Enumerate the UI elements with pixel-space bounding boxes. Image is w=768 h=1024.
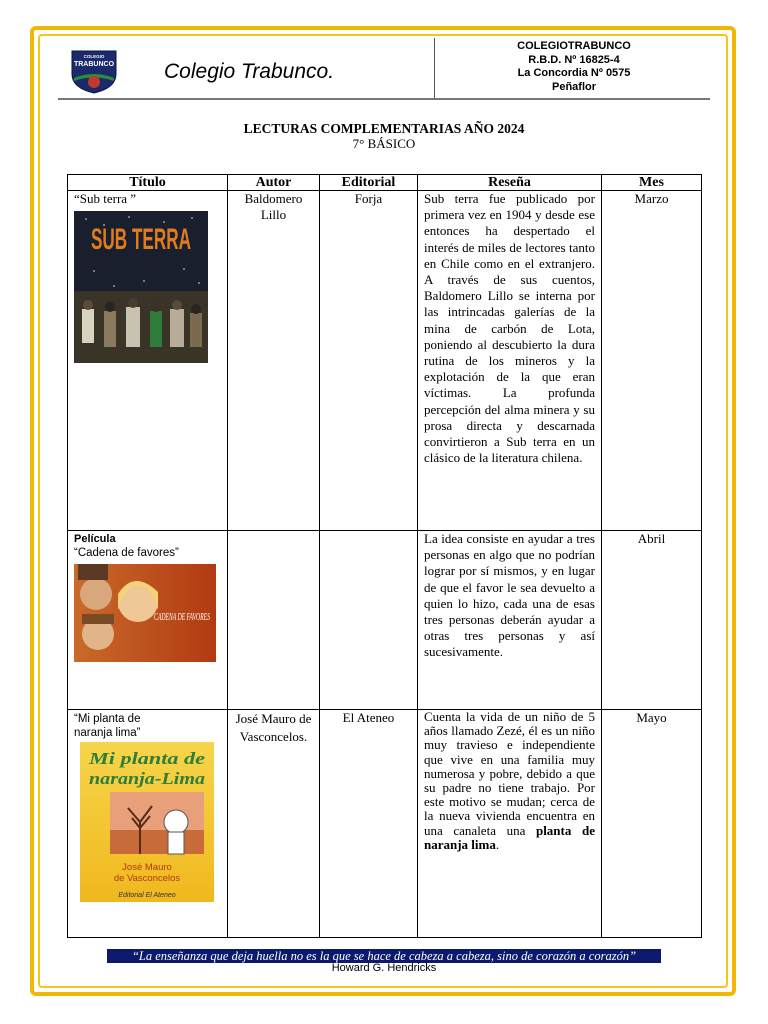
header-rule	[58, 98, 710, 100]
column-header-month: Mes	[602, 175, 702, 191]
table-row	[68, 191, 702, 531]
cover-title-text: SUB TERRA	[91, 223, 191, 257]
movie-title: “Cadena de favores”	[74, 547, 179, 559]
readings-table	[67, 174, 702, 938]
cell-title	[68, 531, 228, 710]
movie-poster-cadena-de-favores	[74, 564, 216, 662]
school-info	[436, 40, 712, 94]
school-name: Colegio Trabunco.	[164, 60, 335, 83]
cover-author-line2: de Vasconcelos	[113, 873, 181, 884]
book-cover-sub-terra	[74, 211, 208, 363]
letterhead	[58, 38, 710, 100]
table-row	[68, 531, 702, 710]
cell-author: Baldomero Lillo	[228, 191, 320, 531]
cell-month: Abril	[602, 531, 702, 710]
column-header-title: Título	[68, 175, 228, 191]
poster-title-text: CADENA DE FAVORES	[154, 611, 211, 623]
table-row	[68, 710, 702, 938]
footer-quote-author: Howard G. Hendricks	[331, 962, 437, 974]
column-header-author: Autor	[228, 175, 320, 191]
cell-review	[418, 710, 602, 938]
cover-publisher-text: Editorial El Ateneo	[118, 892, 176, 899]
document-subtitle: 7° BÁSICO	[352, 136, 416, 151]
document-title: LECTURAS COMPLEMENTARIAS AÑO 2024	[243, 121, 525, 136]
school-info-line: COLEGIOTRABUNCO	[517, 40, 631, 52]
table-header-row	[68, 175, 702, 191]
column-header-publisher: Editorial	[320, 175, 418, 191]
column-header-review: Reseña	[418, 175, 602, 191]
cell-author	[228, 710, 320, 938]
cell-review: La idea consiste en ayudar a tres personas en algo que no podrían lograr por sí mismos, y en lugar de que el favor le sea devuelto a quien lo hizo, cada una de esas tres personas deberán ayudar a otras tres personas y así sucesivamente.	[418, 531, 602, 710]
cell-publisher: El Ateneo	[320, 710, 418, 938]
author-name: José Mauro de Vasconcelos.	[235, 711, 312, 744]
item-type-label: Película	[74, 533, 116, 545]
review-text: Cuenta la vida de un niño de 5 años llamado Zezé, él es un niño muy travieso e independiente que vive en una familia muy numerosa y pobre, debido a que su padre no tiene trabajo. Por este motivo se mudan; cerca de la nueva vivienda encuentra en una canaleta una	[424, 709, 595, 838]
cell-publisher	[320, 531, 418, 710]
cell-month: Mayo	[602, 710, 702, 938]
cover-title-line2: naranja-Lima	[89, 769, 206, 788]
svg-text:COLEGIO: COLEGIO	[83, 54, 105, 59]
book-title: “Mi planta de naranja lima”	[74, 713, 141, 739]
review-highlight: planta de naranja lima	[424, 822, 595, 852]
cell-month: Marzo	[602, 191, 702, 531]
review-text-end: .	[495, 836, 500, 852]
cell-title	[68, 710, 228, 938]
school-info-line: La Concordia Nº 0575	[517, 67, 631, 79]
school-info-line: R.B.D. Nº 16825-4	[528, 53, 620, 66]
footer-quote: “La enseñanza que deja huella no es la que se hace de cabeza a cabeza, sino de corazón a corazón”	[107, 949, 661, 963]
book-cover-mi-planta-de-naranja-lima	[80, 742, 214, 902]
cover-author-line1: José Mauro	[122, 862, 172, 873]
cell-author	[228, 531, 320, 710]
cell-review: Sub terra fue publicado por primera vez en 1904 y desde ese entonces ha despertado el interés de miles de lectores tanto en Chile como en el extranjero. A través de sus cuentos, Baldomero Lillo se interna por las intrincadas galerías de la mina de carbón de Lota, poniendo al descubierto la dura rutina de los mineros y la explotación de la que eran víctimas. La profunda percepción del alma minera y su prosa directa y descarnada convirtieron a Sub terra en un clásico de la literatura chilena.	[418, 191, 602, 531]
svg-text:TRABUNCO: TRABUNCO	[73, 61, 115, 68]
school-logo	[68, 48, 120, 94]
book-title: “Sub terra ”	[74, 191, 137, 206]
school-info-line: Peñaflor	[551, 80, 596, 93]
cell-publisher: Forja	[320, 191, 418, 531]
cover-title-line1: Mi planta de	[87, 749, 206, 768]
header-divider	[434, 38, 435, 100]
cell-title	[68, 191, 228, 531]
